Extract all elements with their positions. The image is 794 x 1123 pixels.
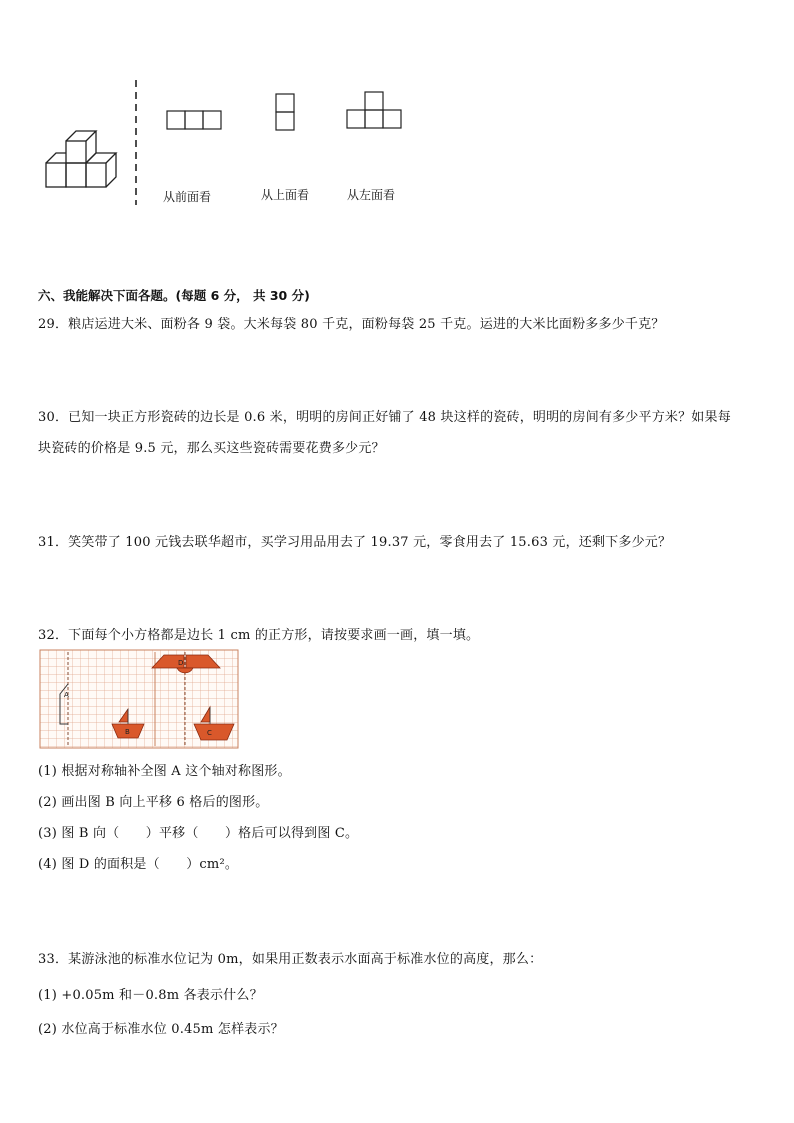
cube-stack-figure: [40, 125, 130, 195]
question-32-sub-2: (2) 画出图 B 向上平移 6 格后的图形。: [38, 795, 269, 810]
question-29: 29．粮店运进大米、面粉各 9 袋。大米每袋 80 千克，面粉每袋 25 千克。运进的大米比面粉多多少千克？: [38, 317, 665, 332]
question-32-stem: 32．下面每个小方格都是边长 1 cm 的正方形，请按要求画一画，填一填。: [38, 628, 480, 643]
section-title: 六、我能解决下面各题。(每题 6 分， 共 30 分): [38, 288, 310, 303]
question-33-sub-1: (1) +0.05m 和－0.8m 各表示什么？: [38, 988, 263, 1003]
figure-a-label: A: [64, 691, 69, 699]
question-33-sub-2: (2) 水位高于标准水位 0.45m 怎样表示？: [38, 1022, 284, 1037]
question-30-line-2: 块瓷砖的价格是 9.5 元，那么买这些瓷砖需要花费多少元？: [38, 441, 385, 456]
question-33-stem: 33．某游泳池的标准水位记为 0m，如果用正数表示水面高于标准水位的高度，那么：: [38, 952, 543, 967]
left-view-figure: [346, 91, 402, 131]
question-32-sub-3: (3) 图 B 向（ ）平移（ ）格后可以得到图 C。: [38, 826, 359, 841]
front-view-figure: [166, 110, 222, 132]
question-30-line-1: 30．已知一块正方形瓷砖的边长是 0.6 米，明明的房间正好铺了 48 块这样的瓷砖，明明的房间有多少平方米？如果每: [38, 410, 731, 425]
top-view-figure: [275, 93, 295, 131]
front-view-label: 从前面看: [163, 190, 212, 204]
figure-c-label: C: [207, 729, 212, 737]
top-view-label: 从上面看: [261, 188, 310, 202]
question-31: 31．笑笑带了 100 元钱去联华超市，买学习用品用去了 19.37 元，零食用去了 15.63 元，还剩下多少元？: [38, 535, 672, 550]
left-view-label: 从左面看: [347, 188, 396, 202]
figure-b-label: B: [125, 728, 130, 736]
dashed-separator: [133, 80, 139, 205]
grid-figure: [40, 650, 238, 748]
question-32-sub-4: (4) 图 D 的面积是（ ）cm²。: [38, 857, 239, 872]
question-32-sub-1: (1) 根据对称轴补全图 A 这个轴对称图形。: [38, 764, 291, 779]
figure-d-label: D: [178, 659, 184, 667]
